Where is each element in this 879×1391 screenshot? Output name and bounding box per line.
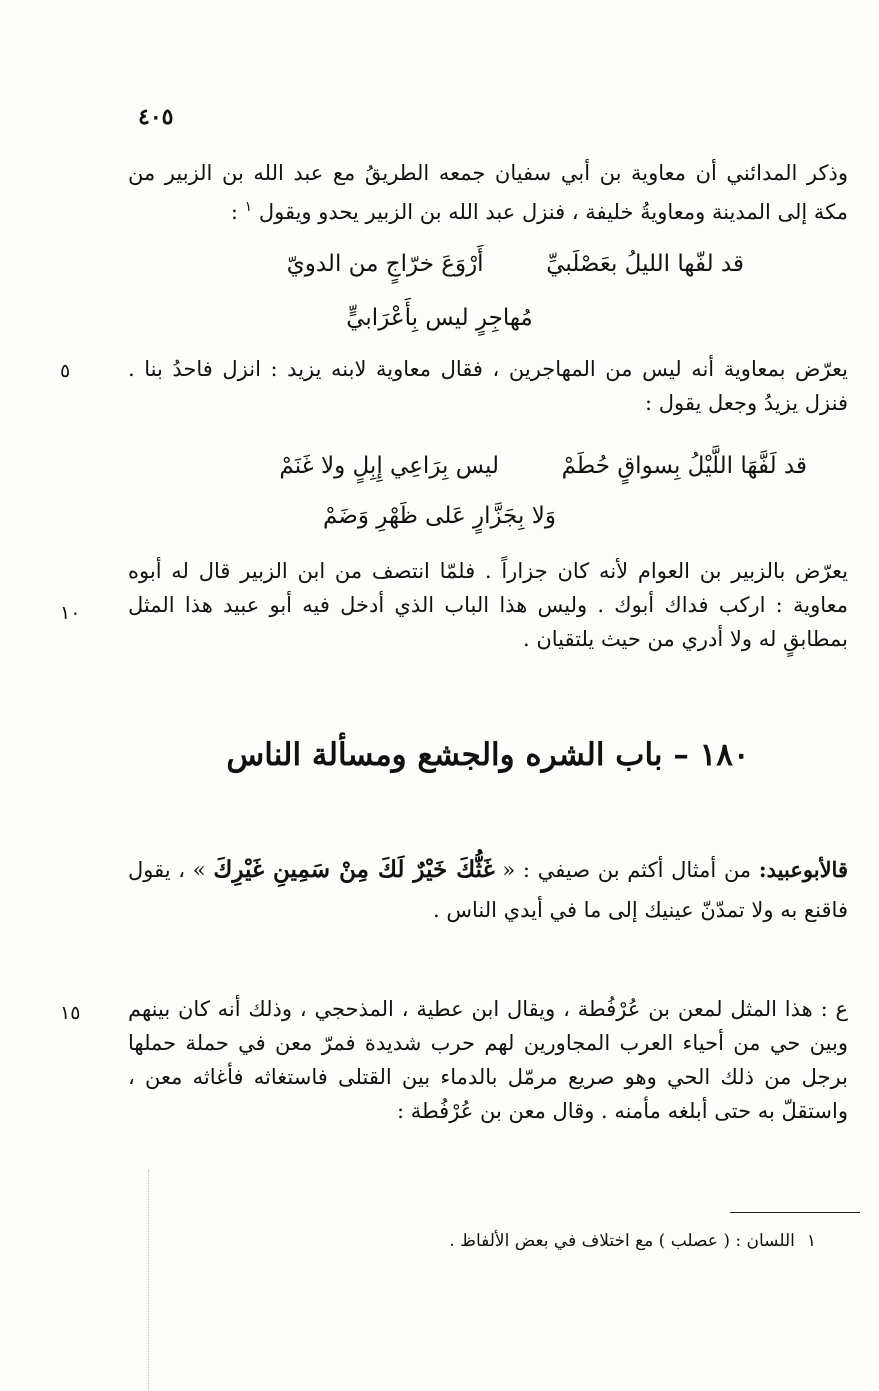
- paragraph-abu-ubaid: [128, 850, 848, 930]
- footnote: [380, 1228, 816, 1254]
- speaker-label: قالأبوعبيد:: [758, 857, 848, 882]
- paragraph-muawiya: يعرّض بمعاوية أنه ليس من المهاجرين ، فقال معاوية لابنه يزيد : انزل فاحدُ بنا . فنزل يزيدُ وجعل يقول :: [128, 357, 848, 415]
- paragraph-tail: » ، يقول فاقنع به ولا تمدّنّ عينيك إلى ما في أيدي الناس .: [128, 858, 848, 922]
- paragraph-zubair: يعرّض بالزبير بن العوام لأنه كان جزاراً . فلمّا انتصف من ابن الزبير قال له أبوه معاوية : اركب فداك أبوك . وليس هذا الباب الذي أدخل فيه أبو عبيد هذا المثل بمطابقٍ له ولا أدري من حيث يلتقيان .: [128, 559, 848, 651]
- verse-hemistich-right: قد لَفَّهَا اللَّيْلُ بِسواقٍ حُطَمْ: [561, 453, 807, 479]
- footnote-number: ١: [806, 1231, 816, 1251]
- footnote-reference: ١: [244, 199, 253, 215]
- footnote-text: اللسان : ( عصلب ) مع اختلاف في بعض الألفاظ .: [449, 1231, 795, 1251]
- footnote-divider: [730, 1212, 860, 1213]
- commentary-marker: ع :: [820, 997, 848, 1021]
- paragraph-text: هذا المثل لمعن بن عُرْفُطة ، ويقال ابن عطية ، المذحجي ، وذلك أنه كان بينهم وبين حي من أحياء العرب المجاورين لهم حرب شديدة فمرّ معن في حملة حملها برجل من ذلك الحي وهو صريع مرمّل بالدماء بين القتلى فاستغاثه فأغاثه معن ، واستقلّ به حتى أبلغه مأمنه . وقال معن بن عُرْفُطة :: [128, 997, 848, 1123]
- page-number: ٤٠٥: [138, 104, 174, 130]
- line-number: ٥: [60, 360, 71, 382]
- paragraph-tail: :: [230, 200, 245, 224]
- paragraph-text: وذكر المدائني أن معاوية بن أبي سفيان جمعه الطريقُ مع عبد الله بن الزبير من مكة إلى المدينة ومعاويةُ خليفة ، فنزل عبد الله بن الزبير يحدو ويقول: [128, 161, 848, 224]
- line-number: ١٥: [60, 1002, 81, 1024]
- verse-hemistich-left: ليس بِرَاعِي إِبِلٍ ولا غَنَمْ: [279, 453, 499, 479]
- margin-line: [148, 1170, 149, 1390]
- paragraph-commentary: [128, 992, 848, 1128]
- paragraph-text: من أمثال أكثم بن صيفي : «: [494, 858, 759, 882]
- verse-line-center: مُهاجِرٍ ليس بِأَعْرَابيٍّ: [346, 305, 533, 331]
- line-number: ١٠: [60, 602, 81, 624]
- paragraph-madaini: [128, 156, 848, 229]
- verse-line: [279, 448, 807, 484]
- section-heading: ١٨٠ – باب الشره والجشع ومسألة الناس: [226, 737, 750, 773]
- verse-hemistich-left: أَرْوَعَ خرّاجٍ من الدويّ: [286, 251, 484, 277]
- verse-line: [287, 246, 744, 282]
- proverb-quote: غَثُّكَ خَيْرٌ لَكَ مِنْ سَمِينِ غَيْرِكَ: [213, 856, 495, 883]
- verse-line-center: وَلا بِجَزَّارٍ عَلى ظَهْرِ وَضَمْ: [323, 503, 556, 529]
- verse-hemistich-right: قد لفّها الليلُ بعَصْلَبيِّ: [546, 251, 744, 277]
